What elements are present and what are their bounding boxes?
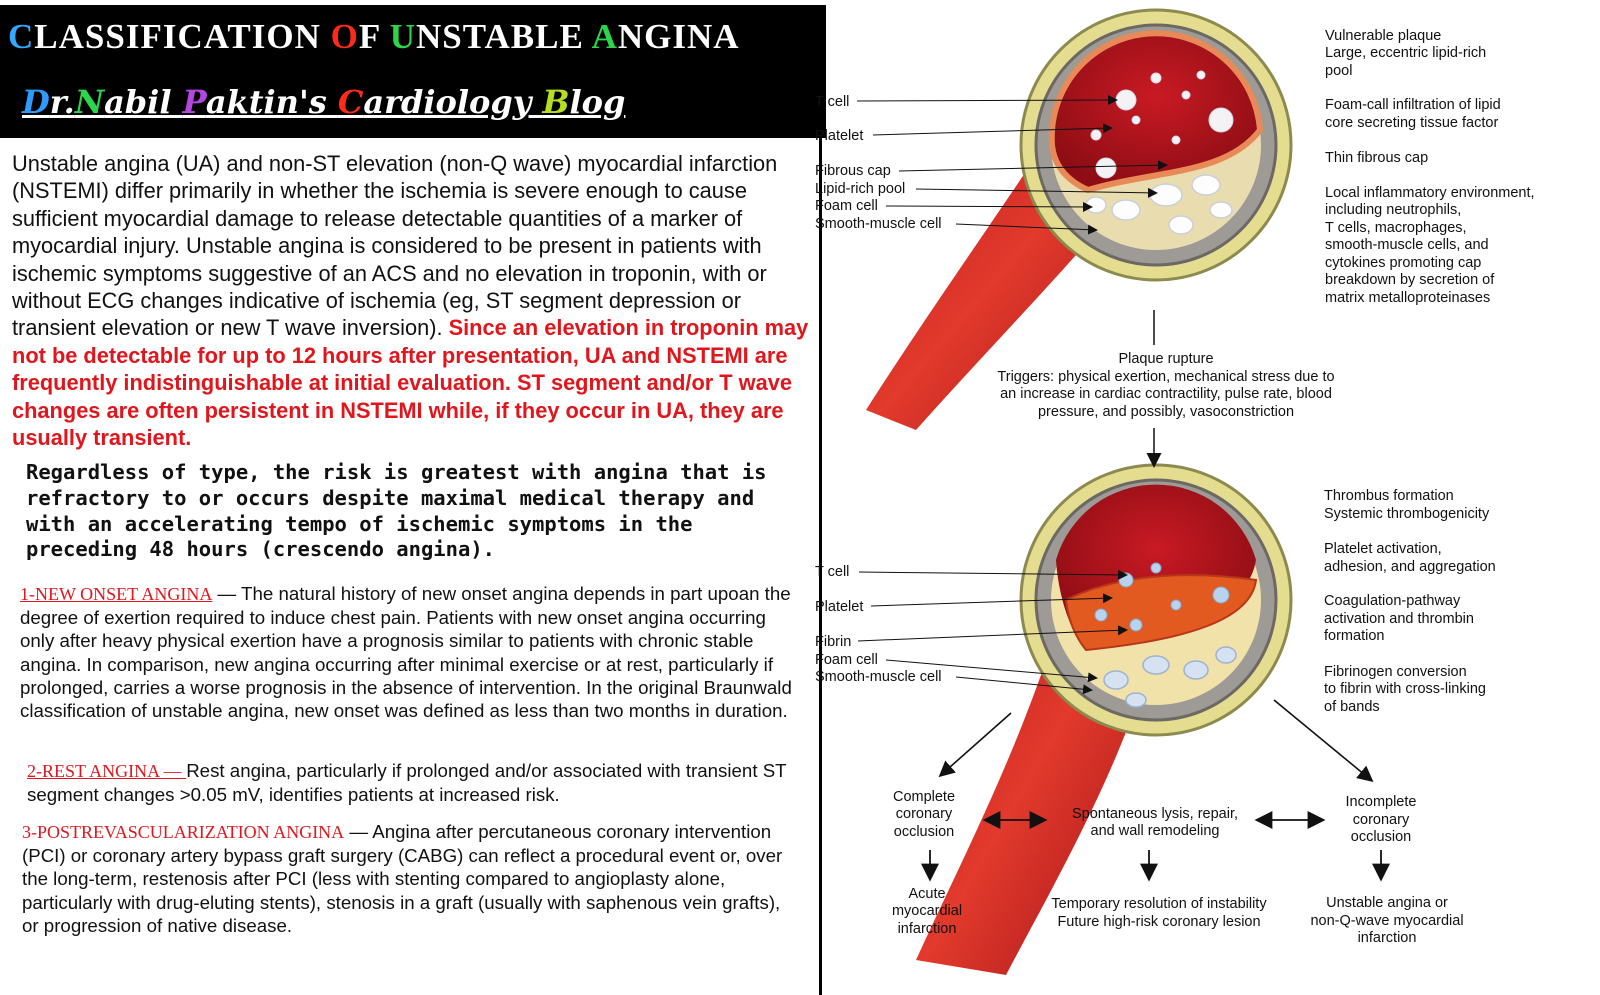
bottom-right-descriptions [1324, 488, 1496, 715]
intro-paragraph [12, 150, 817, 451]
outcome-incomplete-1: Incomplete [1345, 794, 1417, 810]
desc-inflam-6: breakdown by secretion of [1325, 272, 1495, 288]
title-part: NSTABLE [415, 17, 592, 56]
rupture-title: Plaque rupture [1118, 351, 1214, 367]
outcome-acute-mi-1: Acute [908, 886, 946, 902]
outcome-temporary-1: Temporary resolution of instability [1051, 896, 1267, 912]
outcome-acute-mi-3: infarction [897, 921, 957, 937]
header-banner [0, 5, 826, 138]
top-right-descriptions [1325, 28, 1535, 306]
label-t-cell-2: T cell [815, 564, 850, 580]
label-platelet: Platelet [815, 128, 864, 144]
section-body: — The natural history of new onset angina depends in part upoan the degree of exertion required to induce chest pain. Patients with new onset angina occurring only after heavy physical exertion have a prognosis similar to patients with chronic stable angina. In comparison, new angina occurring after minimal exercise or at rest, particularly if prolonged, carries a worse prognosis in the absence of intervention. In the original Braunwald classification of unstable angina, new onset was defined as less than two months in duration. [20, 583, 792, 722]
desc-inflam-3: T cells, macrophages, [1325, 220, 1467, 236]
blog-title-part: B [542, 83, 570, 121]
desc-coag-1: Coagulation-pathway [1324, 593, 1461, 609]
desc-thrombus-2: Systemic thrombogenicity [1324, 506, 1490, 522]
title-part: A [591, 17, 618, 56]
label-platelet-2: Platelet [815, 599, 864, 615]
section-rest-angina [27, 759, 807, 806]
blog-title-part: ardiology [363, 83, 543, 121]
outcome-spontaneous-1: Spontaneous lysis, repair, [1071, 806, 1239, 822]
desc-platelet-2: adhesion, and aggregation [1324, 559, 1496, 575]
outcome-unstable-2: non-Q-wave myocardial [1310, 913, 1464, 929]
outcome-incomplete-2: coronary [1352, 812, 1410, 828]
diagram-svg [815, 0, 1600, 995]
desc-thrombus-1: Thrombus formation [1324, 488, 1454, 504]
desc-fibrinogen-3: of bands [1324, 699, 1380, 715]
label-t-cell: T cell [815, 94, 850, 110]
outcome-complete-1: Complete [892, 789, 956, 805]
desc-fibrinogen-1: Fibrinogen conversion [1324, 664, 1467, 680]
blog-title-part: log [569, 83, 626, 121]
desc-vulnerable-3: pool [1325, 63, 1353, 79]
section-heading[interactable]: 2-REST ANGINA — [27, 761, 187, 781]
blog-title-part: aktin's [205, 83, 338, 121]
outcome-spontaneous-2: and wall remodeling [1090, 823, 1220, 839]
blog-title-part: N [74, 83, 105, 121]
desc-foam-1: Foam-call infiltration of lipid [1325, 97, 1501, 113]
rupture-line-2: an increase in cardiac contractility, pulse rate, blood [1000, 386, 1332, 402]
title-part: F [358, 17, 390, 56]
outcome-complete-2: coronary [895, 806, 953, 822]
title-part: O [330, 17, 359, 56]
intro-text: Unstable angina (UA) and non-ST elevation (non-Q wave) myocardial infarction (NSTEMI) differ primarily in whether the ischemia is severe enough to cause sufficient myocardial damage to release detectable quantities of a marker of myocardial injury. Unstable angina is considered to be present in patients with ischemic symptoms suggestive of an ACS and no elevation in troponin, with or without ECG changes indicative of ischemia (eg, ST segment depression or transient elevation or new T wave inversion). [12, 151, 778, 341]
label-fibrous-cap: Fibrous cap [815, 163, 891, 179]
desc-inflam-2: including neutrophils, [1325, 202, 1462, 218]
desc-thin-cap: Thin fibrous cap [1325, 150, 1429, 166]
pathophysiology-diagram [815, 0, 1600, 995]
desc-coag-3: formation [1324, 628, 1385, 644]
section-heading[interactable]: 1-NEW ONSET ANGINA [20, 584, 213, 604]
page-title [8, 17, 740, 57]
title-part: NGINA [617, 17, 740, 56]
desc-vulnerable-1: Vulnerable plaque [1325, 28, 1442, 44]
desc-fibrinogen-2: to fibrin with cross-linking [1324, 681, 1486, 697]
outcome-complete-3: occlusion [893, 824, 955, 840]
title-part: C [8, 17, 35, 56]
title-part: LASSIFICATION [34, 17, 331, 56]
label-fibrin: Fibrin [815, 634, 852, 650]
outcome-acute-mi-2: myocardial [891, 903, 963, 919]
blog-title-part: D [22, 83, 50, 121]
label-smooth-muscle: Smooth-muscle cell [815, 216, 942, 232]
desc-inflam-5: cytokines promoting cap [1325, 255, 1482, 271]
desc-inflam-4: smooth-muscle cells, and [1325, 237, 1489, 253]
blog-title-part: abil [104, 83, 183, 121]
outcome-incomplete-3: occlusion [1350, 829, 1412, 845]
label-foam-cell-2: Foam cell [815, 652, 878, 668]
label-lipid-pool: Lipid-rich pool [815, 181, 906, 197]
desc-coag-2: activation and thrombin [1324, 611, 1474, 627]
rupture-line-1: Triggers: physical exertion, mechanical stress due to [997, 369, 1335, 385]
risk-paragraph: Regardless of type, the risk is greatest with angina that is refractory to or occurs despite maximal medical therapy and with an accelerating tempo of ischemic symptoms in the preceding 48 hours (crescendo angina). [26, 460, 767, 562]
rupture-line-3: pressure, and possibly, vasoconstriction [1037, 404, 1295, 420]
blog-title-link[interactable] [22, 83, 625, 121]
blog-title-part: C [337, 83, 364, 121]
outcome-temporary-2: Future high-risk coronary lesion [1057, 914, 1261, 930]
section-body: Rest angina, particularly if prolonged and/or associated with transient ST segment changes >0.05 mV, identifies patients at increased risk. [27, 760, 787, 806]
label-smooth-muscle-2: Smooth-muscle cell [815, 669, 942, 685]
intro-highlight: Since an elevation in troponin may not be detectable for up to 12 hours after presentation, UA and NSTEMI are frequently indistinguishable at initial evaluation. ST segment and/or T wave changes are often persistent in NSTEMI while, if they occur in UA, they are usually transient. [12, 315, 809, 451]
desc-platelet-1: Platelet activation, [1324, 541, 1442, 557]
section-postrevascularization [22, 820, 802, 937]
blog-title-part: r. [49, 83, 75, 121]
outcome-unstable-3: infarction [1357, 930, 1417, 946]
section-heading[interactable]: 3-POSTREVASCULARIZATION ANGINA [22, 822, 345, 842]
section-new-onset [20, 582, 800, 722]
section-body: — Angina after percutaneous coronary intervention (PCI) or coronary artery bypass graft surgery (CABG) can reflect a procedural event or, over the long-term, restenosis after PCI (less with stenting compared to angioplasty alone, particularly with drug-eluting stents), stenosis in a graft (usually with saphenous vein grafts), or progression of native disease. [22, 821, 783, 936]
desc-inflam-1: Local inflammatory environment, [1325, 185, 1535, 201]
outcome-unstable-1: Unstable angina or [1326, 895, 1448, 911]
blog-title-part: P [182, 83, 206, 121]
label-foam-cell: Foam cell [815, 198, 878, 214]
desc-foam-2: core secreting tissue factor [1325, 115, 1499, 131]
title-part: U [389, 17, 416, 56]
desc-vulnerable-2: Large, eccentric lipid-rich [1325, 45, 1487, 61]
plaque-rupture-text [997, 351, 1334, 420]
desc-inflam-7: matrix metalloproteinases [1325, 290, 1491, 306]
arrow-to-complete [941, 713, 1011, 775]
